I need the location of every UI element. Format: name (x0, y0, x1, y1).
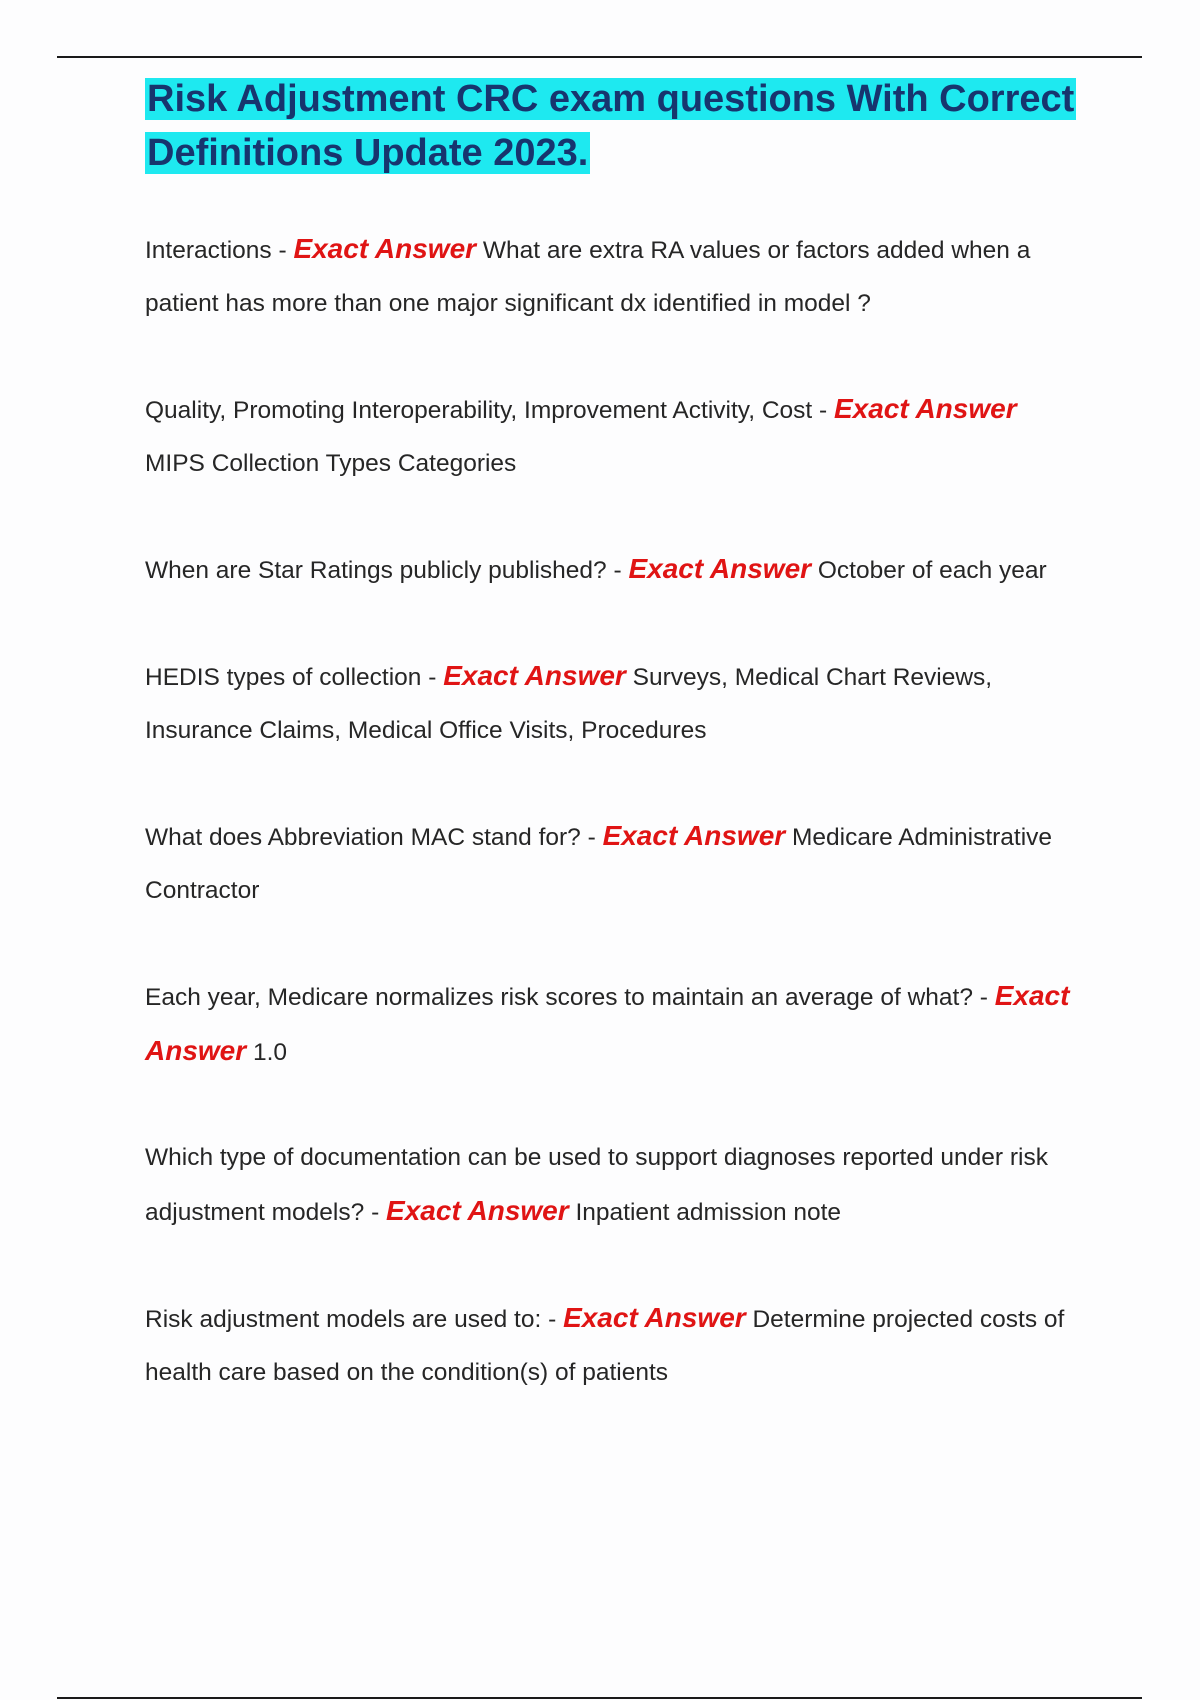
qa-list (145, 222, 1075, 1399)
footer-rule (57, 1697, 1142, 1699)
exact-answer-label: Exact Answer (602, 820, 786, 851)
qa-item (145, 382, 1075, 490)
exact-answer-label: Exact Answer (145, 980, 1070, 1066)
qa-definition: What are extra RA values or factors added when a patient has more than one major significant dx identified in model ? (145, 237, 1031, 317)
qa-definition: Determine projected costs of health care based on the condition(s) of patients (145, 1306, 1065, 1386)
qa-item (145, 969, 1075, 1079)
exact-answer-label: Exact Answer (563, 1302, 746, 1333)
qa-definition: Surveys, Medical Chart Reviews, Insurance Claims, Medical Office Visits, Procedures (145, 664, 993, 744)
qa-definition: Inpatient admission note (575, 1199, 842, 1226)
exact-answer-label: Exact Answer (833, 393, 1017, 424)
qa-item (145, 222, 1075, 330)
document-title-text: Risk Adjustment CRC exam questions With Correct Definitions Update 2023. (147, 78, 1075, 174)
qa-term: HEDIS types of collection - (145, 664, 437, 691)
qa-definition: MIPS Collection Types Categories (145, 450, 517, 477)
qa-definition: 1.0 (252, 1039, 288, 1066)
exact-answer-label: Exact Answer (293, 233, 477, 264)
qa-term: Quality, Promoting Interoperability, Improvement Activity, Cost - (145, 397, 828, 424)
qa-item (145, 542, 1075, 597)
qa-item (145, 1131, 1075, 1239)
qa-item (145, 1291, 1075, 1399)
qa-term: Interactions - (145, 237, 287, 264)
qa-item (145, 809, 1075, 917)
qa-definition: Medicare Administrative Contractor (145, 824, 1053, 904)
qa-definition: October of each year (817, 557, 1047, 584)
document-title (145, 72, 1075, 180)
qa-term: Risk adjustment models are used to: - (145, 1306, 557, 1333)
qa-term: Each year, Medicare normalizes risk scores to maintain an average of what? - (145, 984, 988, 1011)
exact-answer-label: Exact Answer (386, 1195, 569, 1226)
exact-answer-label: Exact Answer (628, 553, 812, 584)
document-body (145, 72, 1075, 1451)
exact-answer-label: Exact Answer (443, 660, 626, 691)
qa-item (145, 649, 1075, 757)
qa-term: Which type of documentation can be used to support diagnoses reported under risk adjustment models? - (145, 1144, 1048, 1226)
qa-term: When are Star Ratings publicly published? - (145, 557, 622, 584)
qa-term: What does Abbreviation MAC stand for? - (145, 824, 596, 851)
header-rule (57, 56, 1142, 58)
